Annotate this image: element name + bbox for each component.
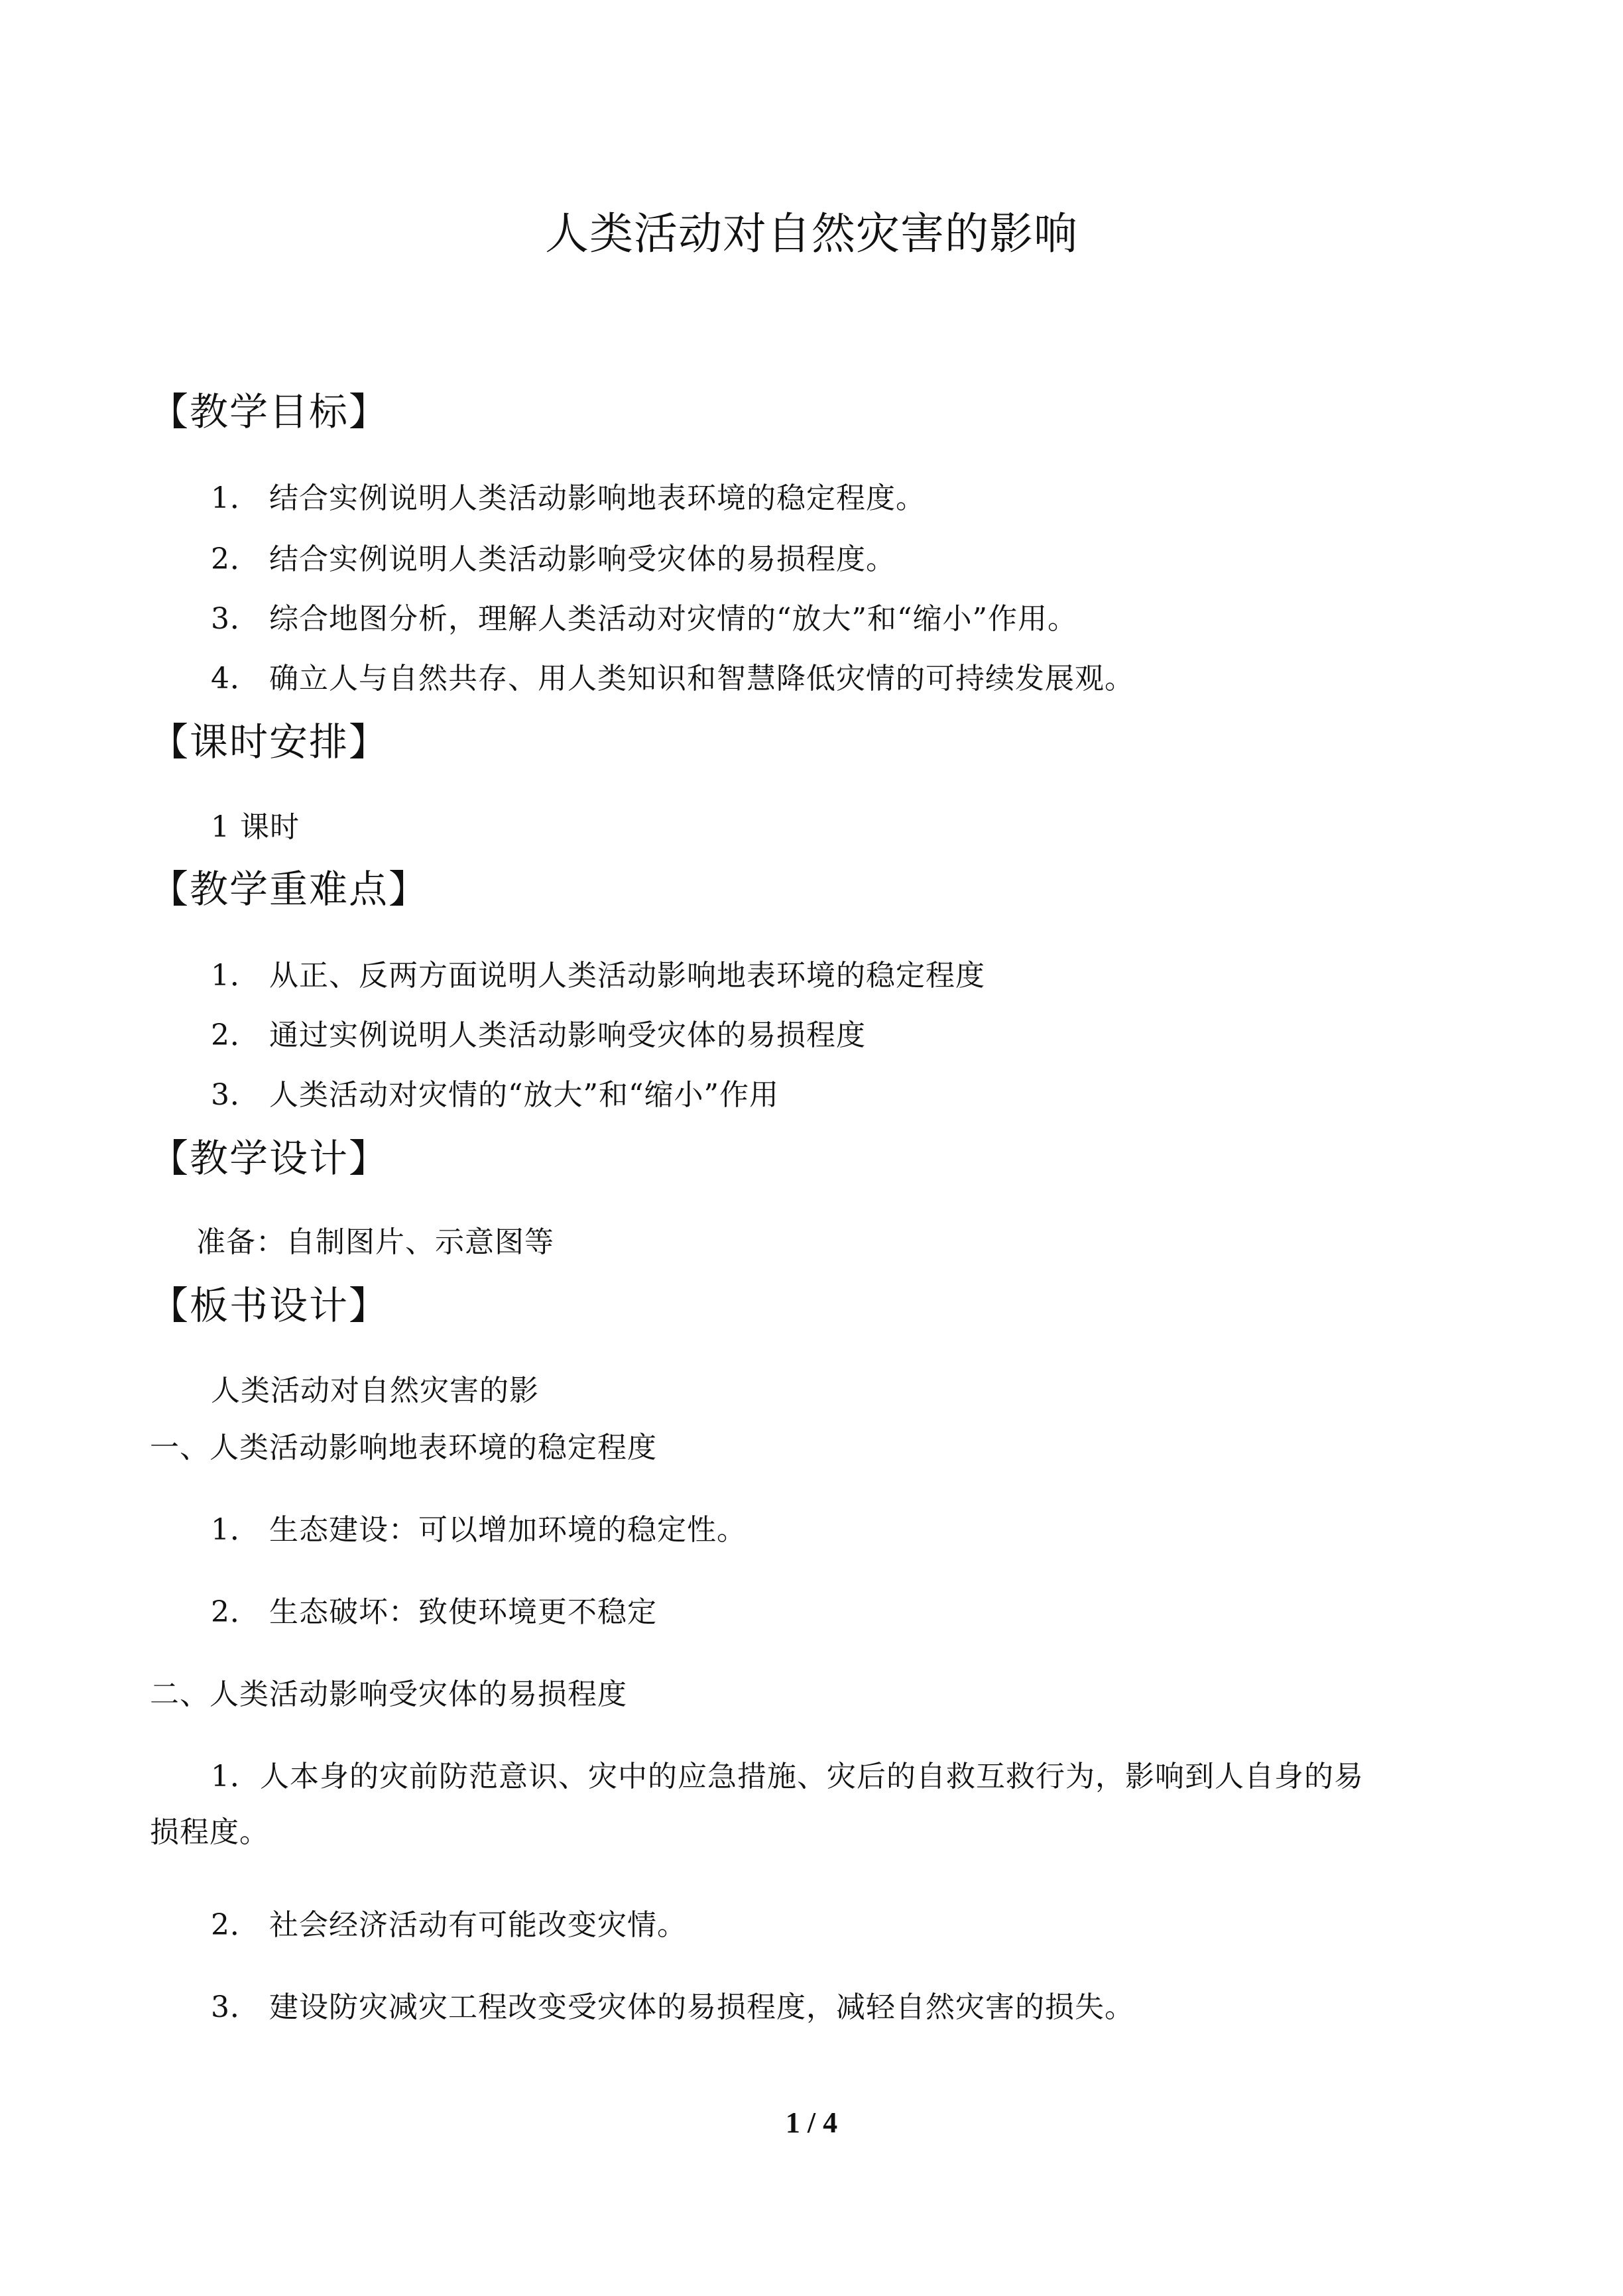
item-number: 1． <box>211 959 260 993</box>
item-number: 3． <box>211 602 260 636</box>
key-point-item <box>211 1078 779 1112</box>
design-text: 准备：自制图片、示意图等 <box>196 1225 554 1259</box>
item-number: 2． <box>211 1908 260 1942</box>
board-part2-heading: 二、人类活动影响受灾体的易损程度 <box>150 1677 627 1711</box>
item-number: 4． <box>211 662 260 695</box>
item-text: 生态建设：可以增加环境的稳定性。 <box>269 1513 747 1547</box>
board-part1-item <box>211 1595 657 1629</box>
item-text: 人本身的灾前防范意识、灾中的应急措施、灾后的自救互救行为，影响到人自身的易 <box>260 1760 1364 1793</box>
item-number: 3． <box>211 1078 260 1112</box>
item-text: 从正、反两方面说明人类活动影响地表环境的稳定程度 <box>269 959 985 993</box>
item-text-continued: 损程度。 <box>150 1815 269 1849</box>
board-title: 人类活动对自然灾害的影 <box>211 1374 539 1408</box>
item-number: 2． <box>211 1018 260 1052</box>
section-heading-key-points: 【教学重难点】 <box>150 867 429 912</box>
section-heading-design: 【教学设计】 <box>150 1136 389 1181</box>
item-text: 人类活动对灾情的“放大”和“缩小”作用 <box>269 1078 779 1112</box>
board-part1-item <box>211 1513 747 1547</box>
objective-item <box>211 664 1134 694</box>
schedule-text: 1 课时 <box>211 810 300 844</box>
item-text: 生态破坏：致使环境更不稳定 <box>269 1595 657 1629</box>
item-text: 建设防灾减灾工程改变受灾体的易损程度，减轻自然灾害的损失。 <box>269 1990 1134 2024</box>
item-text: 社会经济活动有可能改变灾情。 <box>269 1908 687 1942</box>
objective-item <box>211 602 1077 636</box>
item-text: 通过实例说明人类活动影响受灾体的易损程度 <box>269 1018 866 1052</box>
document-title: 人类活动对自然灾害的影响 <box>545 208 1078 259</box>
objective-item <box>211 481 926 515</box>
section-heading-schedule: 【课时安排】 <box>150 719 389 764</box>
objective-item <box>211 542 896 576</box>
item-text: 结合实例说明人类活动影响受灾体的易损程度。 <box>269 542 896 576</box>
board-part2-item <box>211 1990 1134 2024</box>
key-point-item <box>211 961 985 991</box>
item-number: 1． <box>211 481 260 515</box>
section-heading-board: 【板书设计】 <box>150 1283 389 1328</box>
section-heading-objectives: 【教学目标】 <box>150 389 389 434</box>
board-part2-item <box>150 1749 1484 1860</box>
item-text: 确立人与自然共存、用人类知识和智慧降低灾情的可持续发展观。 <box>269 662 1134 695</box>
item-text: 综合地图分析，理解人类活动对灾情的“放大”和“缩小”作用。 <box>269 602 1077 636</box>
page-indicator: 1 / 4 <box>785 2106 838 2139</box>
item-number: 3． <box>211 1990 260 2024</box>
item-number: 1． <box>211 1760 260 1793</box>
board-part1-heading: 一、人类活动影响地表环境的稳定程度 <box>150 1431 657 1465</box>
board-part2-item <box>211 1908 687 1942</box>
item-number: 1． <box>211 1513 260 1547</box>
item-number: 2． <box>211 1595 260 1629</box>
key-point-item <box>211 1018 866 1052</box>
item-text: 结合实例说明人类活动影响地表环境的稳定程度。 <box>269 481 926 515</box>
item-number: 2． <box>211 542 260 576</box>
